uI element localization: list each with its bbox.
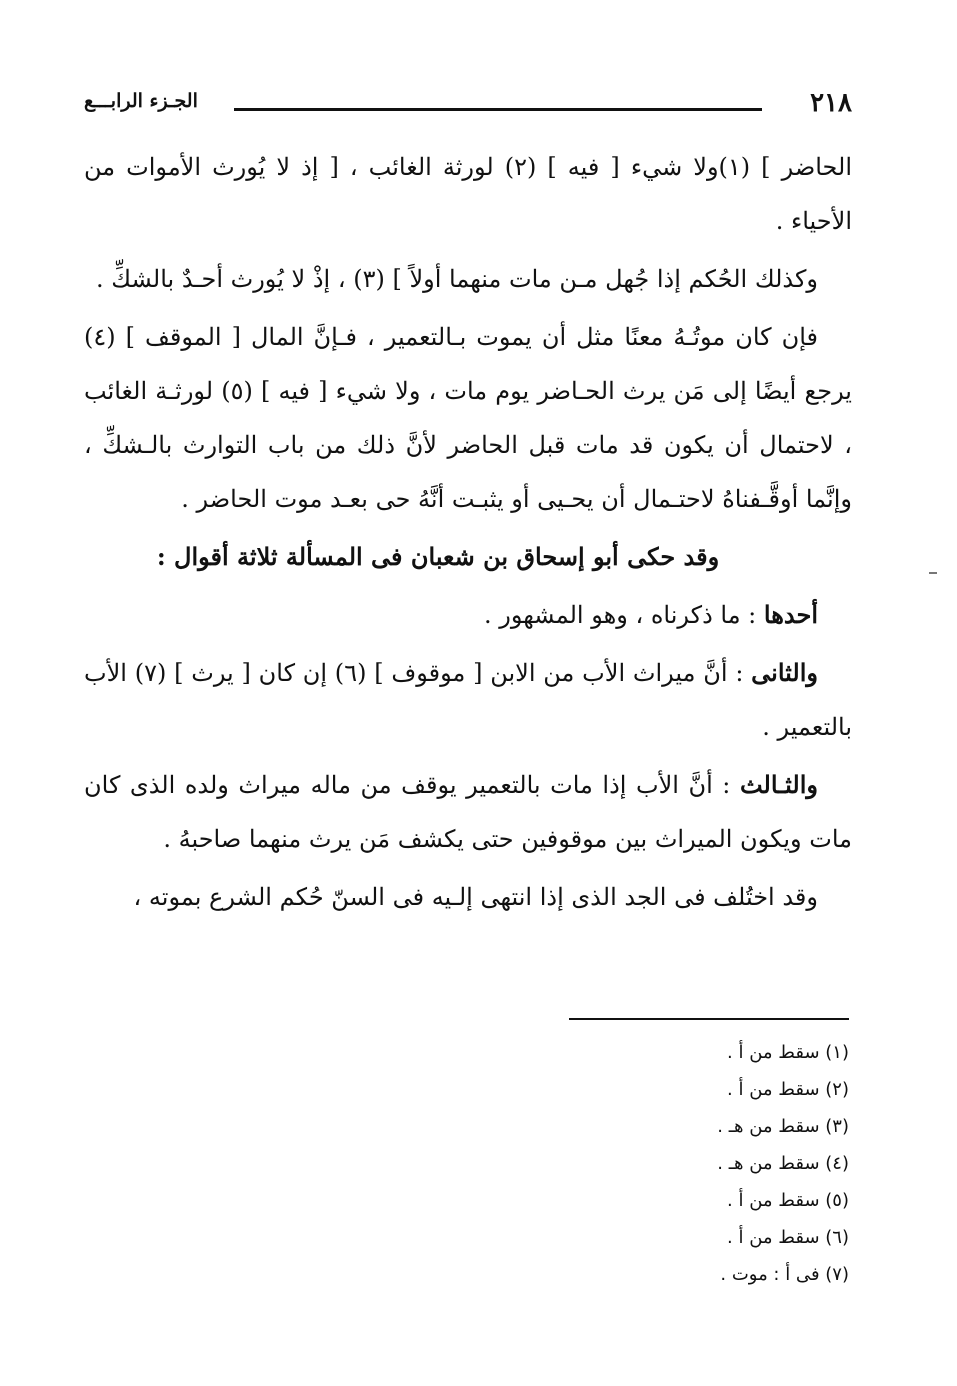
paragraph-1: الحاضر ] (١)ولا شيء [ فيه ] (٢) لورثة الغائب ، [ إذ لا يُورث الأموات من الأحياء . [84,153,852,235]
footnote: (٧) فى أ : موت . [720,1264,849,1285]
opinion-label-2: والثانى [751,658,818,687]
page-header [84,88,852,128]
footnote: (٦) سقط من أ . [727,1227,849,1248]
body-text [84,140,852,928]
paragraph-6 [84,646,852,754]
paragraph-7 [84,758,852,866]
opinion-label-3: والثـالث [739,770,818,799]
opinion-text-3: : أنَّ الأب إذا مات بالتعمير يوقف من ماله ميراث ولده الذى كان مات ويكون الميراث بين موقوفين حتى يكشف مَن يرث منهما صاحبهُ . [84,771,852,853]
page-number: ٢١٨ [810,88,852,118]
opinion-label-1: أحدها [763,600,818,629]
paragraph-8: وقد اختُلف فى الجد الذى إذا انتهى إلـيه فى السنّ حُكم الشرع بموته ، [133,883,818,911]
footnote: (٢) سقط من أ . [727,1079,849,1100]
running-title: الجـزء الرابـــع [84,90,198,112]
paragraph-2: وكذلك الحُكم إذا جُهل مـن مات منهما أولاً ] (٣) ، إذْ لا يُورث أحـدٌ بالشكِّ . [96,265,818,293]
opinion-text-1: : ما ذكرناه ، وهو المشهور . [483,601,757,629]
opinion-text-2: : أنَّ ميراث الأب من الابن [ موقوف ] (٦) إن كان [ يرث ] (٧) الأب بالتعمير . [84,659,852,741]
footnotes [717,1034,849,1293]
footnote: (١) سقط من أ . [727,1042,849,1063]
footnote: (٣) سقط من هـ . [717,1116,849,1137]
paragraph-4-heading: وقد حكى أبو إسحاق بن شعبان فى المسألة ثلاثة أقوال : [156,542,720,571]
margin-mark [929,572,937,574]
paragraph-3: فإن كان موتُـهُ معنًا مثل أن يموت بـالتعمير ، فـإنَّ المال [ الموقف ] (٤) يرجع أيضًا إلى مَن يرث الحـاضر يوم مات ، ولا شيء [ فيه ] (٥) لورثـة الغائب ، لاحتمال أن يكون قد مات قبل الحاضر لأنَّ ذلك من باب التوارث بالـشكِّ ، وإنَّما أوقَّـفناهُ لاحتـمال أن يحـيى أو يثبـت أنَّهُ حى بعـد موت الحاضر . [84,323,852,513]
footnote: (٥) سقط من أ . [727,1190,849,1211]
footnote: (٤) سقط من هـ . [717,1153,849,1174]
header-rule [234,108,762,111]
paragraph-5 [84,588,852,642]
footnote-rule [569,1018,849,1020]
